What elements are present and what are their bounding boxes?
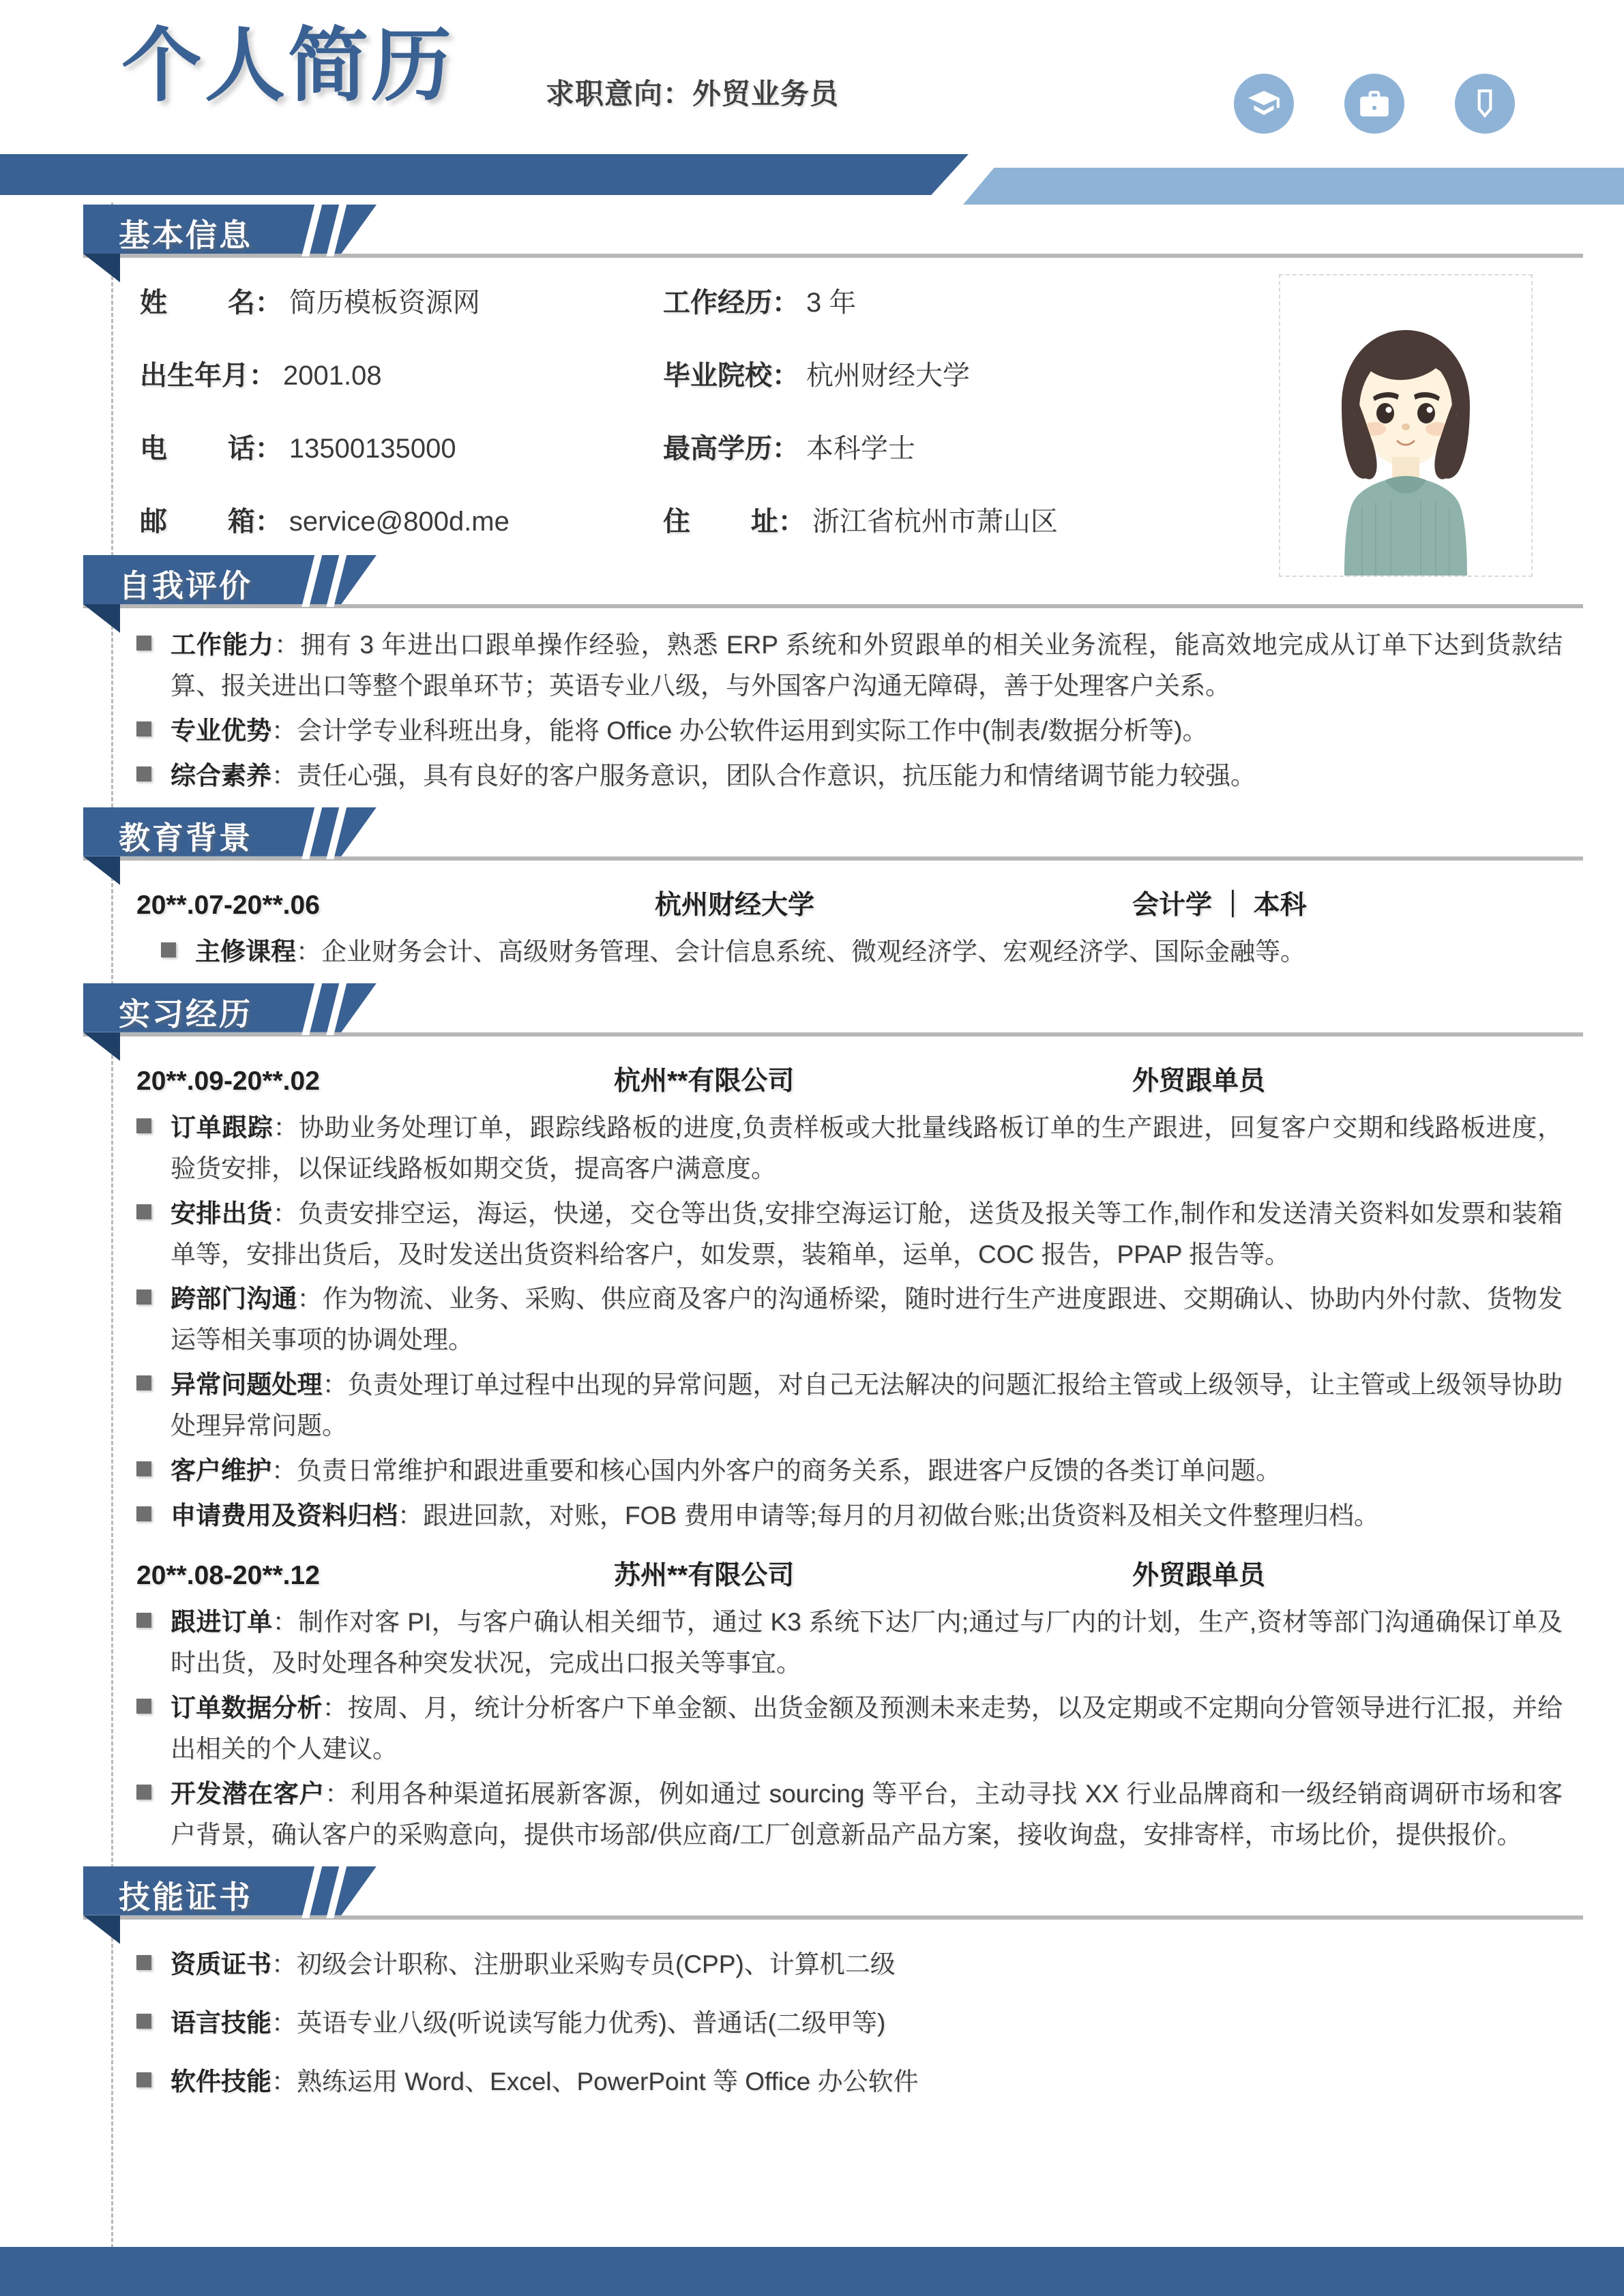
bullet-title: 异常问题处理 xyxy=(171,1371,323,1399)
bullet-square-icon xyxy=(136,1204,151,1219)
info-colon: ： xyxy=(254,507,282,537)
entry-organization: 杭州财经大学 xyxy=(655,890,815,920)
bullet-square-icon xyxy=(136,1289,151,1304)
bullet-square-icon xyxy=(136,1785,151,1800)
bullet-square-icon xyxy=(136,721,151,736)
info-value: 杭州财经大学 xyxy=(806,361,970,391)
list-item xyxy=(136,625,1563,706)
info-row xyxy=(140,500,510,539)
entry-period: 20**.08-20**.12 xyxy=(136,1561,320,1591)
bullet-body: ：制作对客 PI，与客户确认相关细节，通过 K3 系统下达厂内;通过与厂内的计划，生产,资材等部门沟通确保订单及时出货，及时处理各种突发状况，完成出口报关等事宜。 xyxy=(171,1608,1563,1677)
info-label: 邮 箱 xyxy=(140,507,255,537)
list-item xyxy=(136,1774,1563,1855)
bullet-square-icon xyxy=(136,1613,151,1628)
info-row xyxy=(140,281,510,320)
info-label: 工作经历 xyxy=(663,288,772,318)
section-stripes xyxy=(293,983,389,1032)
graduation-cap-icon xyxy=(1234,74,1294,134)
header-band-dark xyxy=(0,154,969,195)
bullet-title: 开发潜在客户 xyxy=(171,1779,325,1808)
section-education xyxy=(0,807,1624,983)
info-row xyxy=(140,354,510,393)
bullet-content xyxy=(171,625,1563,706)
section-label-basic-info: 基本信息 xyxy=(119,218,252,253)
bullet-title: 安排出货 xyxy=(171,1199,273,1227)
header-icon-group xyxy=(1234,74,1515,134)
info-label: 住 址 xyxy=(663,507,778,537)
bullet-content xyxy=(171,1279,1563,1360)
bullet-title: 专业优势 xyxy=(171,716,271,745)
bullet-content xyxy=(171,1495,1563,1536)
bullet-square-icon xyxy=(136,636,151,651)
bullet-square-icon xyxy=(136,1955,151,1970)
bullet-content xyxy=(171,711,1563,751)
bullet-title: 跨部门沟通 xyxy=(171,1285,297,1313)
pencil-icon xyxy=(1455,74,1515,134)
bullet-square-icon xyxy=(136,1118,151,1133)
section-header-skills xyxy=(0,1866,1624,1924)
info-row xyxy=(140,427,510,466)
section-stripes xyxy=(293,555,389,604)
entry-degree: 会计学 ｜ 本科 xyxy=(1132,890,1307,920)
bullet-content xyxy=(171,1774,1563,1855)
bullet-content xyxy=(171,756,1563,796)
bullet-square-icon xyxy=(136,2014,151,2029)
info-value: 3 年 xyxy=(806,288,857,318)
info-label: 电 话 xyxy=(140,434,255,464)
bullet-content xyxy=(171,1602,1563,1684)
info-label: 最高学历 xyxy=(663,434,772,464)
bullet-title: 语言技能 xyxy=(171,2008,271,2037)
bullet-content xyxy=(171,1450,1563,1491)
job-objective: 求职意向：外贸业务员 xyxy=(546,78,840,110)
list-item xyxy=(136,1279,1563,1360)
list-item xyxy=(136,1450,1563,1491)
bullet-square-icon xyxy=(136,766,151,781)
bullet-body: ：负责日常维护和跟进重要和核心国内外客户的商务关系，跟进客户反馈的各类订单问题。 xyxy=(271,1457,1281,1485)
bullet-title: 主修课程 xyxy=(195,937,296,966)
bullet-title: 订单跟踪 xyxy=(171,1113,274,1142)
info-value: service@800d.me xyxy=(289,507,510,537)
bullet-body: ：作为物流、业务、采购、供应商及客户的沟通桥梁，随时进行生产进度跟进、交期确认、协助内外付款、货物发运等相关事项的协调处理。 xyxy=(171,1285,1563,1354)
basic-info-left-column xyxy=(140,281,510,573)
self-evaluation-body xyxy=(0,612,1624,807)
education-entry-header xyxy=(136,884,1563,922)
bullet-content xyxy=(171,1193,1563,1275)
bullet-body: ：协助业务处理订单，跟踪线路板的进度,负责样板或大批量线路板订单的生产跟进，回复客户交期和线路板进度，验货安排，以保证线路板如期交货，提高客户满意度。 xyxy=(171,1113,1563,1182)
bullet-title: 综合素养 xyxy=(171,761,271,790)
bullet-content xyxy=(195,931,1563,972)
section-header-self-evaluation xyxy=(0,555,1624,612)
section-header-education xyxy=(0,807,1624,865)
entry-role: 外贸跟单员 xyxy=(1132,1066,1266,1096)
info-value: 简历模板资源网 xyxy=(289,288,480,318)
bullet-square-icon xyxy=(136,1375,151,1390)
info-colon: ： xyxy=(254,434,282,464)
section-self-evaluation xyxy=(0,555,1624,807)
section-skills xyxy=(0,1866,1624,2113)
section-header-internship xyxy=(0,983,1624,1041)
bullet-body: ：利用各种渠道拓展新客源，例如通过 sourcing 等平台，主动寻找 XX 行业品牌商和一级经销商调研市场和客户背景，确认客户的采购意向，提供市场部/供应商/工厂创意新品产品方案，接收询盘，安排寄样，市场比价，提供报价。 xyxy=(171,1779,1563,1849)
entry-role: 外贸跟单员 xyxy=(1132,1561,1266,1591)
info-colon: ： xyxy=(772,361,799,391)
list-item xyxy=(136,1602,1563,1684)
section-label-skills: 技能证书 xyxy=(119,1879,252,1915)
info-colon: ： xyxy=(778,507,806,537)
bullet-body: ：负责处理订单过程中出现的异常问题，对自己无法解决的问题汇报给主管或上级领导，让主管或上级领导协助处理异常问题。 xyxy=(171,1371,1563,1440)
bullet-content xyxy=(171,2061,1563,2102)
entry-organization: 苏州**有限公司 xyxy=(614,1561,795,1591)
bullet-body: ：企业财务会计、高级财务管理、会计信息系统、微观经济学、宏观经济学、国际金融等。 xyxy=(296,937,1305,966)
info-value: 13500135000 xyxy=(289,434,456,464)
section-internship xyxy=(0,983,1624,1866)
bullet-square-icon xyxy=(136,1699,151,1714)
info-row xyxy=(663,427,1058,466)
bullet-title: 申请费用及资料归档 xyxy=(171,1502,398,1530)
list-item xyxy=(136,1365,1563,1446)
section-label-self-evaluation: 自我评价 xyxy=(119,568,252,603)
info-row xyxy=(663,500,1058,539)
info-row xyxy=(663,354,1058,393)
internship-entry-header xyxy=(136,1060,1563,1098)
page-title: 个人简历 xyxy=(121,21,455,111)
education-bullets xyxy=(136,931,1563,972)
info-row xyxy=(663,281,1058,320)
page-footer-bar xyxy=(0,2247,1624,2296)
bullet-title: 工作能力 xyxy=(171,631,275,659)
internship-entry-header xyxy=(136,1554,1563,1592)
list-item xyxy=(136,1495,1563,1536)
bullet-body: ：英语专业八级(听说读写能力优秀)、普通话(二级甲等) xyxy=(271,2008,886,2037)
bullet-body: ：跟进回款，对账，FOB 费用申请等;每月的月初做台账;出货资料及相关文件整理归档。 xyxy=(398,1502,1379,1530)
entry-organization: 杭州**有限公司 xyxy=(614,1066,795,1096)
header-band-light xyxy=(963,168,1624,205)
section-stripes xyxy=(293,1866,389,1915)
bullet-body: ：责任心强，具有良好的客户服务意识，团队合作意识，抗压能力和情绪调节能力较强。 xyxy=(271,761,1256,790)
info-value: 浙江省杭州市萧山区 xyxy=(812,507,1058,537)
bullet-title: 资质证书 xyxy=(171,1950,271,1978)
list-item xyxy=(136,756,1563,796)
bullet-square-icon xyxy=(136,1506,151,1521)
bullet-content xyxy=(171,1107,1563,1189)
list-item xyxy=(136,2061,1563,2102)
bullet-body: ：会计学专业科班出身，能将 Office 办公软件运用到实际工作中(制表/数据分析等)。 xyxy=(271,716,1208,745)
briefcase-icon xyxy=(1344,74,1404,134)
education-body xyxy=(0,865,1624,983)
bullet-body: ：按周、月，统计分析客户下单金额、出货金额及预测未来走势，以及定期或不定期向分管领导进行汇报，并给出相关的个人建议。 xyxy=(171,1693,1563,1763)
bullet-title: 订单数据分析 xyxy=(171,1693,323,1722)
list-item xyxy=(136,931,1563,972)
info-value: 本科学士 xyxy=(806,434,915,464)
info-value: 2001.08 xyxy=(283,361,382,391)
entry-period: 20**.09-20**.02 xyxy=(136,1066,320,1096)
bullet-square-icon xyxy=(161,942,176,957)
bullet-square-icon xyxy=(136,2072,151,2087)
info-colon: ： xyxy=(772,288,799,318)
bullet-title: 软件技能 xyxy=(171,2067,271,2096)
list-item xyxy=(136,1107,1563,1189)
info-label: 姓 名 xyxy=(140,288,255,318)
bullet-title: 跟进订单 xyxy=(171,1608,273,1637)
info-colon: ： xyxy=(772,434,799,464)
bullet-body: ：负责安排空运，海运，快递，交仓等出货,安排空海运订舱，送货及报关等工作,制作和发送清关资料如发票和装箱单等，安排出货后，及时发送出货资料给客户，如发票，装箱单，运单，COC 报告，PPAP 报告等。 xyxy=(171,1199,1563,1268)
section-stripes xyxy=(293,807,389,856)
section-stripes xyxy=(293,205,389,254)
skills-body xyxy=(0,1924,1624,2113)
internship-entry-1 xyxy=(0,1041,1624,1866)
basic-info-body xyxy=(0,262,1624,555)
bullet-content xyxy=(171,2003,1563,2044)
list-item xyxy=(136,1944,1563,1985)
bullet-body: ：初级会计职称、注册职业采购专员(CPP)、计算机二级 xyxy=(271,1950,896,1978)
bullet-content xyxy=(171,1688,1563,1770)
info-colon: ： xyxy=(249,361,276,391)
list-item xyxy=(136,1193,1563,1275)
avatar xyxy=(1279,274,1533,577)
bullet-square-icon xyxy=(136,1461,151,1476)
list-item xyxy=(136,711,1563,751)
basic-info-right-column xyxy=(663,281,1058,573)
info-label: 出生年月 xyxy=(140,361,249,391)
section-header-basic-info xyxy=(0,205,1624,262)
list-item xyxy=(136,2003,1563,2044)
bullet-content xyxy=(171,1365,1563,1446)
section-basic-info xyxy=(0,205,1624,555)
bullet-body: ：拥有 3 年进出口跟单操作经验，熟悉 ERP 系统和外贸跟单的相关业务流程，能高效地完成从订单下达到货款结算、报关进出口等整个跟单环节；英语专业八级，与外国客户沟通无障碍，善于处理客户关系。 xyxy=(171,631,1563,700)
bullet-content xyxy=(171,1944,1563,1985)
section-label-education: 教育背景 xyxy=(119,820,252,856)
info-label: 毕业院校 xyxy=(663,361,772,391)
page-header xyxy=(0,0,1624,205)
list-item xyxy=(136,1688,1563,1770)
entry-period: 20**.07-20**.06 xyxy=(136,890,320,920)
bullet-title: 客户维护 xyxy=(171,1457,271,1485)
info-colon: ： xyxy=(254,288,282,318)
section-label-internship: 实习经历 xyxy=(119,996,252,1032)
bullet-body: ：熟练运用 Word、Excel、PowerPoint 等 Office 办公软件 xyxy=(271,2067,919,2096)
